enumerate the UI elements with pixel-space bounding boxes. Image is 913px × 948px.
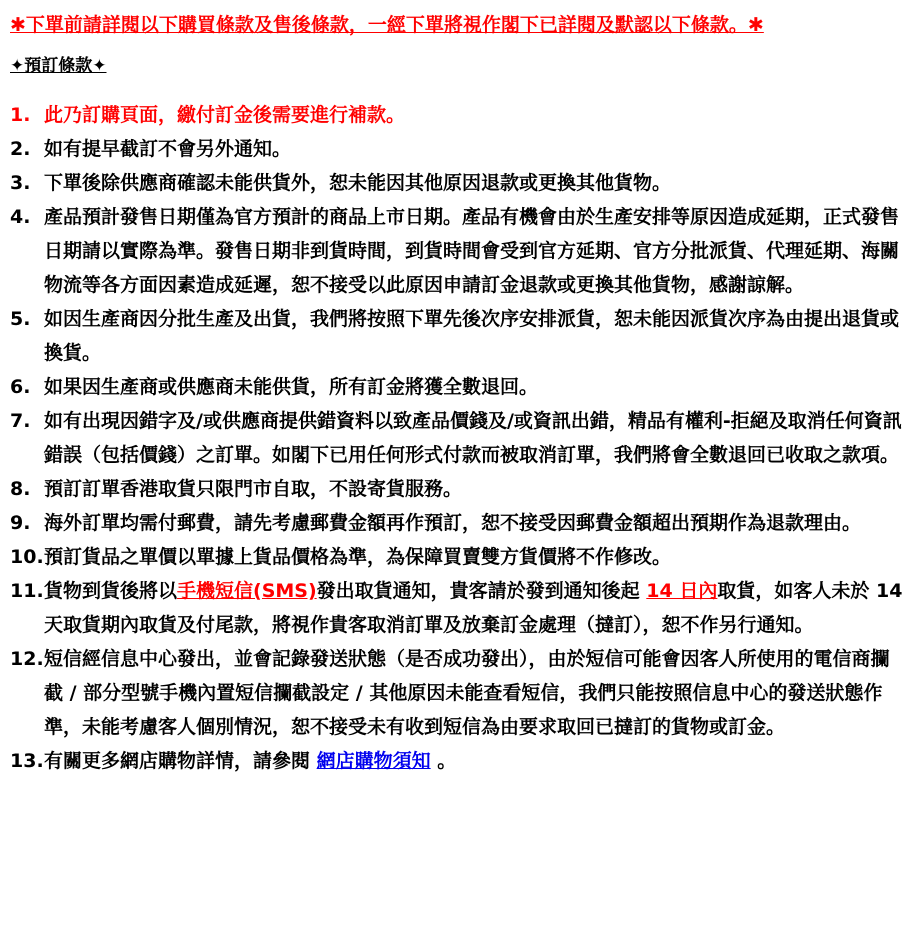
term-segment: 下單後除供應商確認未能供貨外，恕未能因其他原因退款或更換其他貨物。 xyxy=(44,172,672,194)
term-number: 13. xyxy=(10,750,44,772)
shop-notice-link[interactable]: 網店購物須知 xyxy=(316,750,431,772)
term-number: 5. xyxy=(10,308,31,330)
term-number: 6. xyxy=(10,376,31,398)
term-text xyxy=(44,744,903,778)
term-text xyxy=(44,200,903,302)
term-number: 4. xyxy=(10,206,31,228)
term-text xyxy=(44,302,903,370)
term-item xyxy=(10,506,903,540)
term-text xyxy=(44,404,903,472)
term-item xyxy=(10,404,903,472)
term-text xyxy=(44,574,903,642)
term-number: 2. xyxy=(10,138,31,160)
term-item xyxy=(10,472,903,506)
term-item xyxy=(10,98,903,132)
term-segment: 產品預計發售日期僅為官方預計的商品上市日期。產品有機會由於生產安排等原因造成延期，正式發售日期請以實際為準。發售日期非到貨時間，到貨時間會受到官方延期、官方分批派貨、代理延期、海關物流等各方面因素造成延遲，恕不接受以此原因申請訂金退款或更換其他貨物，感謝諒解。 xyxy=(44,206,900,296)
term-text xyxy=(44,98,903,132)
term-item xyxy=(10,574,903,642)
term-segment: 。 xyxy=(430,750,457,772)
term-number: 3. xyxy=(10,172,31,194)
page-title: ✱下單前請詳閱以下購買條款及售後條款，一經下單將視作閣下已詳閱及默認以下條款。✱ xyxy=(10,14,764,36)
term-number: 1. xyxy=(10,104,31,126)
term-segment: 如有出現因錯字及/或供應商提供錯資料以致產品價錢及/或資訊出錯，精品有權利-拒絕及取消任何資訊錯誤（包括價錢）之訂單。如閣下已用任何形式付款而被取消訂單，我們將會全數退回已收取之款項。 xyxy=(44,410,902,466)
term-segment: 取貨，如客人未於 14 天取貨期內取貨及付尾款，將視作貴客取消訂單及放棄訂金處理（撻訂），恕不作另行通知。 xyxy=(44,580,903,636)
term-item xyxy=(10,302,903,370)
term-highlight: 手機短信(SMS) xyxy=(177,580,317,602)
term-number: 9. xyxy=(10,512,31,534)
section-heading: ✦預訂條款✦ xyxy=(10,56,107,76)
term-number: 10. xyxy=(10,546,44,568)
term-text xyxy=(44,540,903,574)
terms-list xyxy=(10,98,903,778)
term-item xyxy=(10,200,903,302)
term-number: 12. xyxy=(10,648,44,670)
term-segment: 如因生產商因分批生產及出貨，我們將按照下單先後次序安排派貨，恕未能因派貨次序為由提出退貨或換貨。 xyxy=(44,308,900,364)
term-item xyxy=(10,642,903,744)
term-text xyxy=(44,166,903,200)
term-text xyxy=(44,132,903,166)
term-text xyxy=(44,472,903,506)
term-segment: 預訂訂單香港取貨只限門市自取，不設寄貨服務。 xyxy=(44,478,463,500)
term-segment: 如有提早截訂不會另外通知。 xyxy=(44,138,292,160)
term-segment: 如果因生產商或供應商未能供貨，所有訂金將獲全數退回。 xyxy=(44,376,539,398)
term-item xyxy=(10,744,903,778)
term-segment: 短信經信息中心發出，並會記錄發送狀態（是否成功發出），由於短信可能會因客人所使用的電信商攔截 / 部分型號手機內置短信攔截設定 / 其他原因未能查看短信，我們只能按照信息中心的發送狀態作準，未能考慮客人個別情況，恕不接受未有收到短信為由要求取回已撻訂的貨物或訂金。 xyxy=(44,648,890,738)
term-segment: 海外訂單均需付郵費，請先考慮郵費金額再作預訂，恕不接受因郵費金額超出預期作為退款理由。 xyxy=(44,512,862,534)
term-number: 7. xyxy=(10,410,31,432)
term-segment: 發出取貨通知，貴客請於發到通知後起 xyxy=(316,580,647,602)
term-segment: 有關更多網店購物詳情，請參閱 xyxy=(44,750,317,772)
term-item xyxy=(10,166,903,200)
term-item xyxy=(10,540,903,574)
term-text xyxy=(44,642,903,744)
term-segment: 貨物到貨後將以 xyxy=(44,580,178,602)
term-text xyxy=(44,506,903,540)
term-segment: 預訂貨品之單價以單據上貨品價格為準，為保障買賣雙方貨價將不作修改。 xyxy=(44,546,672,568)
term-number: 11. xyxy=(10,580,44,602)
term-text xyxy=(44,370,903,404)
term-item xyxy=(10,132,903,166)
term-segment: 此乃訂購頁面，繳付訂金後需要進行補款。 xyxy=(44,104,406,126)
term-highlight: 14 日內 xyxy=(646,580,718,602)
term-item xyxy=(10,370,903,404)
term-number: 8. xyxy=(10,478,31,500)
